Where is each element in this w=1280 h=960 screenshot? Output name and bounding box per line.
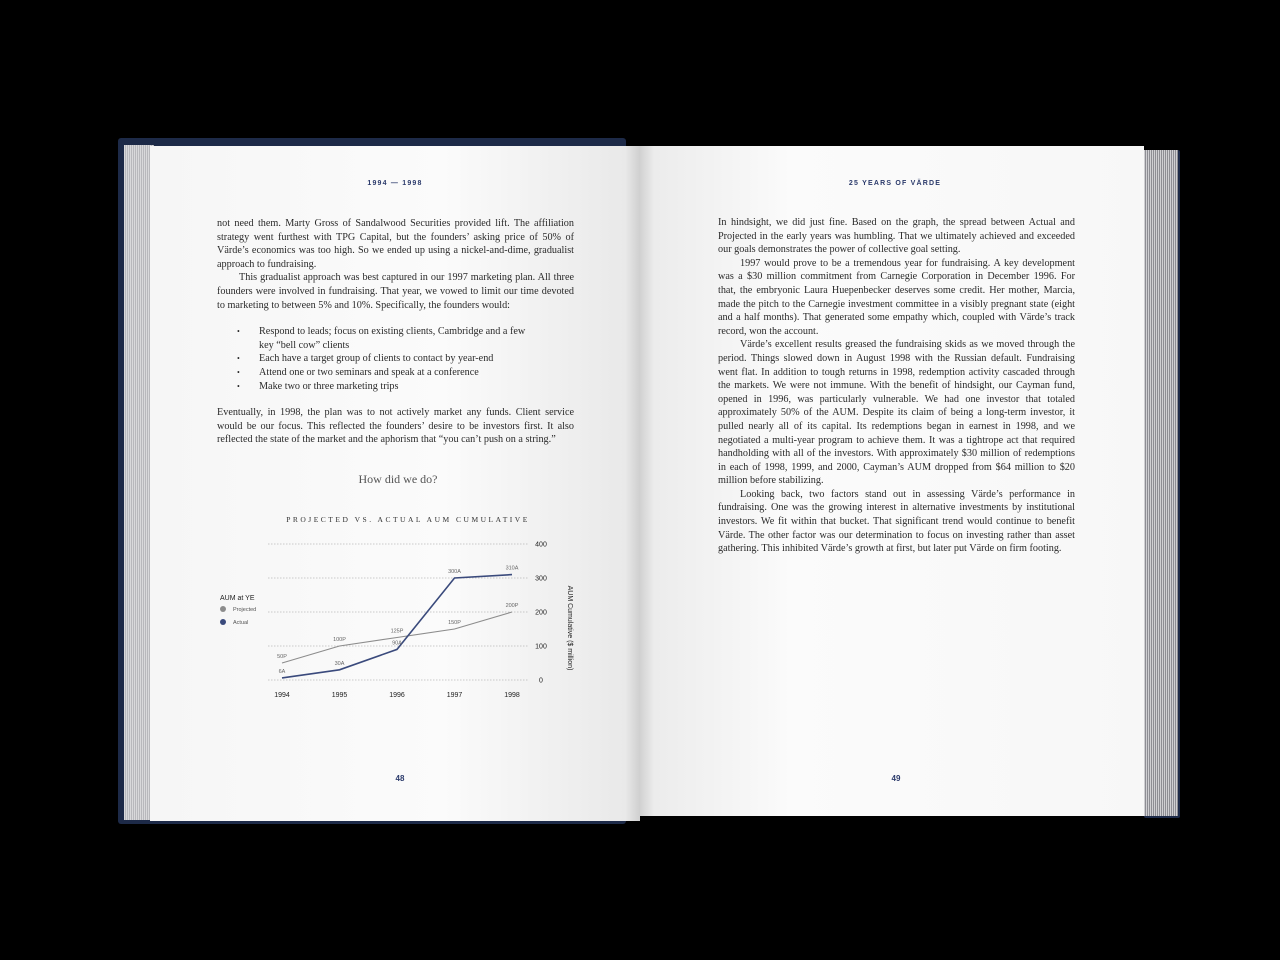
right-body-text xyxy=(718,216,1075,556)
series-line-projected xyxy=(282,612,512,663)
x-axis-ticks xyxy=(274,692,520,699)
page-block-right xyxy=(1140,150,1178,816)
paragraph: In hindsight, we did just fine. Based on the graph, the spread between Actual and Projected in the early years was humbling. That we ultimately achieved and exceeded our goals demonstrates the power of collective goal setting. xyxy=(718,217,1075,256)
paragraph: This gradualist approach was best captured in our 1997 marketing plan. All three founders were involved in fundraising. That year, we vowed to limit our time devoted to marketing to between 5% and 10%. Specifically, the founders would: xyxy=(217,272,574,311)
right-page-number: 49 xyxy=(891,774,901,783)
x-tick-label: 1996 xyxy=(389,692,405,699)
paragraph: Värde’s excellent results greased the fundraising skids as we moved through the period. Things slowed down in August 1998 with the Russian default. Fundraising went flat. In addition to tough returns in 1998, redemption activity cascaded through the markets. We were not immune. With the benefit of hindsight, our Cayman fund, opened in 1996, was particularly vulnerable. We had one investor that totaled approximately 50% of the AUM. Despite its claim of being a long-term investor, it pulled nearly all of its capital. Its redemptions began in earnest in 1998, and we negotiated a multi-year program to achieve them. It was a tightrope act that required handholding with all of the investors. With approximately $30 million of redemptions in each of 1998, 1999, and 2000, Cayman’s AUM dropped from $64 million to $20 million before stabilizing. xyxy=(718,339,1075,487)
x-tick-label: 1997 xyxy=(446,692,463,699)
y-axis-ticks xyxy=(535,542,547,685)
chart-gridlines xyxy=(268,544,528,680)
list-item: • Make two or three marketing trips xyxy=(217,380,574,394)
chart-series xyxy=(282,575,512,678)
point-label: 310A xyxy=(505,565,519,572)
point-label: 30A xyxy=(334,660,345,667)
y-tick-label: 200 xyxy=(535,609,547,617)
point-label: 90A xyxy=(392,640,402,647)
legend-title: AUM at YE xyxy=(220,595,255,602)
legend-marker-actual xyxy=(220,619,226,625)
y-axis-label: AUM Cumulative ($ million) xyxy=(566,585,573,671)
point-label: 100P xyxy=(333,637,346,643)
point-label: 300A xyxy=(448,569,461,575)
x-tick-label: 1998 xyxy=(504,692,520,699)
left-running-head: 1994 — 1998 xyxy=(367,180,423,187)
x-tick-label: 1995 xyxy=(331,692,348,699)
point-label: 150P xyxy=(448,620,461,626)
legend-label: Projected xyxy=(233,607,257,613)
legend-label: Actual xyxy=(233,620,249,626)
aum-line-chart xyxy=(210,530,590,710)
point-label: 50P xyxy=(277,654,287,660)
y-tick-label: 300 xyxy=(535,575,547,583)
series-line-actual xyxy=(282,575,512,678)
list-item: • Each have a target group of clients to contact by year-end xyxy=(217,352,574,366)
paragraph: 1997 would prove to be a tremendous year for fundraising. A key development was a $30 million commitment from Carnegie Corporation in December 1996. For that, the embryonic Laura Huepenbecker deserves some credit. Her mother, Marcia, made the pitch to the Carnegie investment committee in a visibly pregnant state (eight and a half months). That generated some empathy which, coupled with Värde’s track record, won the account. xyxy=(718,257,1075,337)
list-item: • Respond to leads; focus on existing clients, Cambridge and a few key “bell cow” clients xyxy=(217,325,574,352)
chart-title: PROJECTED VS. ACTUAL AUM CUMULATIVE xyxy=(286,515,530,524)
point-label: 200P xyxy=(505,603,519,609)
paragraph: not need them. Marty Gross of Sandalwood Securities provided lift. The affiliation strategy went furthest with TPG Capital, but the founders’ asking price of 50% of Värde’s economics was too high. So we ended up using a nickel-and-dime, gradualist approach to fundraising. xyxy=(217,218,574,270)
left-body-text xyxy=(217,217,574,447)
point-label: 6A xyxy=(278,668,286,675)
chart-heading: How did we do? xyxy=(358,472,438,486)
legend-marker-projected xyxy=(220,606,226,612)
left-page-number: 48 xyxy=(395,774,405,783)
paragraph: Eventually, in 1998, the plan was to not actively market any funds. Client service would be our focus. This reflected the founders’ desire to be investors first. It also reflected the state of the market and the aphorism that “you can’t push on a string.” xyxy=(217,407,574,446)
paragraph: Looking back, two factors stand out in assessing Värde’s performance in fundraising. One was the growing interest in alternative investments by institutional investors. We fit within that bucket. That significant trend would continue to benefit Värde. The other factor was our determination to focus on investing rather than asset gathering. This inhibited Värde’s growth at first, but later put Värde on firm footing. xyxy=(718,488,1075,555)
point-label: 125P xyxy=(390,628,404,635)
chart-legend xyxy=(220,595,256,626)
x-tick-label: 1994 xyxy=(274,692,290,699)
right-running-head: 25 YEARS OF VÄRDE xyxy=(848,180,942,187)
y-tick-label: 0 xyxy=(539,677,543,685)
list-item: • Attend one or two seminars and speak at a conference xyxy=(217,366,574,380)
bullet-list xyxy=(217,325,574,393)
y-tick-label: 100 xyxy=(535,643,547,651)
y-tick-label: 400 xyxy=(535,541,547,549)
